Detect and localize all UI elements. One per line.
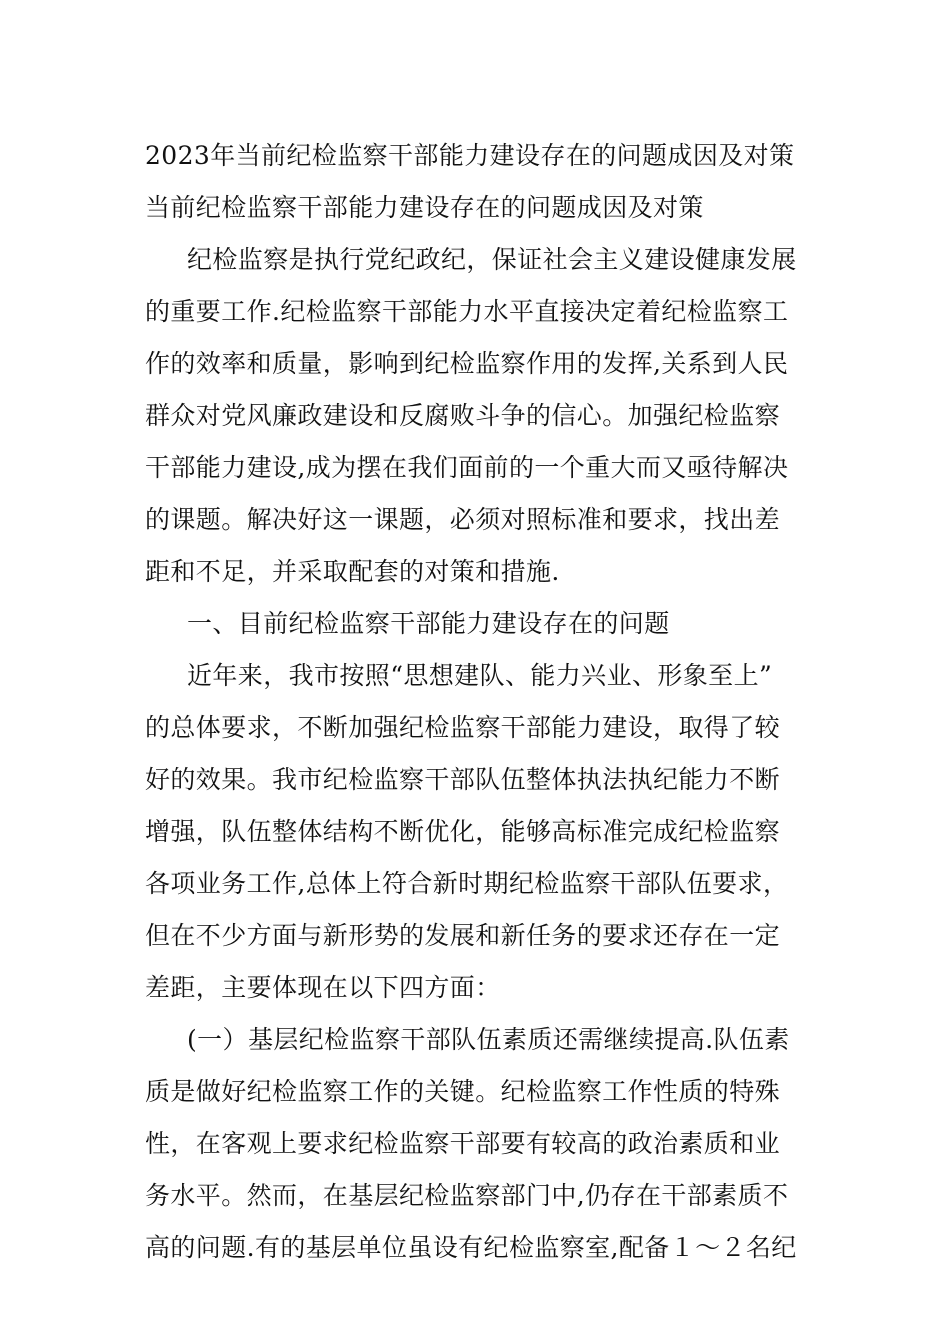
paragraph-line: 作的效率和质量，影响到纪检监察作用的发挥,关系到人民: [145, 349, 789, 378]
paragraph-line: 性，在客观上要求纪检监察干部要有较高的政治素质和业: [145, 1129, 781, 1158]
paragraph-line: 纪检监察是执行党纪政纪，保证社会主义建设健康发展: [187, 245, 797, 274]
paragraph-line: 好的效果。我市纪检监察干部队伍整体执法执纪能力不断: [145, 765, 781, 794]
paragraph-line: 增强，队伍整体结构不断优化，能够高标准完成纪检监察: [145, 817, 781, 846]
paragraph-line: (一）基层纪检监察干部队伍素质还需继续提高.队伍素: [187, 1025, 790, 1054]
paragraph-line: 差距，主要体现在以下四方面：: [145, 973, 501, 1002]
paragraph-line: 但在不少方面与新形势的发展和新任务的要求还存在一定: [145, 921, 781, 950]
paragraph-line: 干部能力建设,成为摆在我们面前的一个重大而又亟待解决: [145, 453, 789, 482]
section-heading: 一、目前纪检监察干部能力建设存在的问题: [187, 609, 670, 638]
paragraph-line: 近年来，我市按照“思想建队、能力兴业、形象至上”: [187, 661, 773, 690]
paragraph-line: 的总体要求，不断加强纪检监察干部能力建设，取得了较: [145, 713, 781, 742]
paragraph-line: 的课题。解决好这一课题，必须对照标准和要求，找出差: [145, 505, 781, 534]
document-body: [145, 130, 810, 1274]
paragraph-line: 各项业务工作,总体上符合新时期纪检监察干部队伍要求，: [145, 869, 789, 898]
paragraph-line: 务水平。然而，在基层纪检监察部门中,仍存在干部素质不: [145, 1181, 789, 1210]
paragraph-line: 群众对党风廉政建设和反腐败斗争的信心。加强纪检监察: [145, 401, 781, 430]
document-title: 2023年当前纪检监察干部能力建设存在的问题成因及对策: [145, 141, 795, 170]
paragraph-line: 的重要工作.纪检监察干部能力水平直接决定着纪检监察工: [145, 297, 789, 326]
paragraph-line: 高的问题.有的基层单位虽设有纪检监察室,配备１～２名纪: [145, 1233, 797, 1262]
document-subtitle: 当前纪检监察干部能力建设存在的问题成因及对策: [145, 193, 704, 222]
paragraph-line: 距和不足，并采取配套的对策和措施.: [145, 557, 560, 586]
paragraph-line: 质是做好纪检监察工作的关键。纪检监察工作性质的特殊: [145, 1077, 781, 1106]
